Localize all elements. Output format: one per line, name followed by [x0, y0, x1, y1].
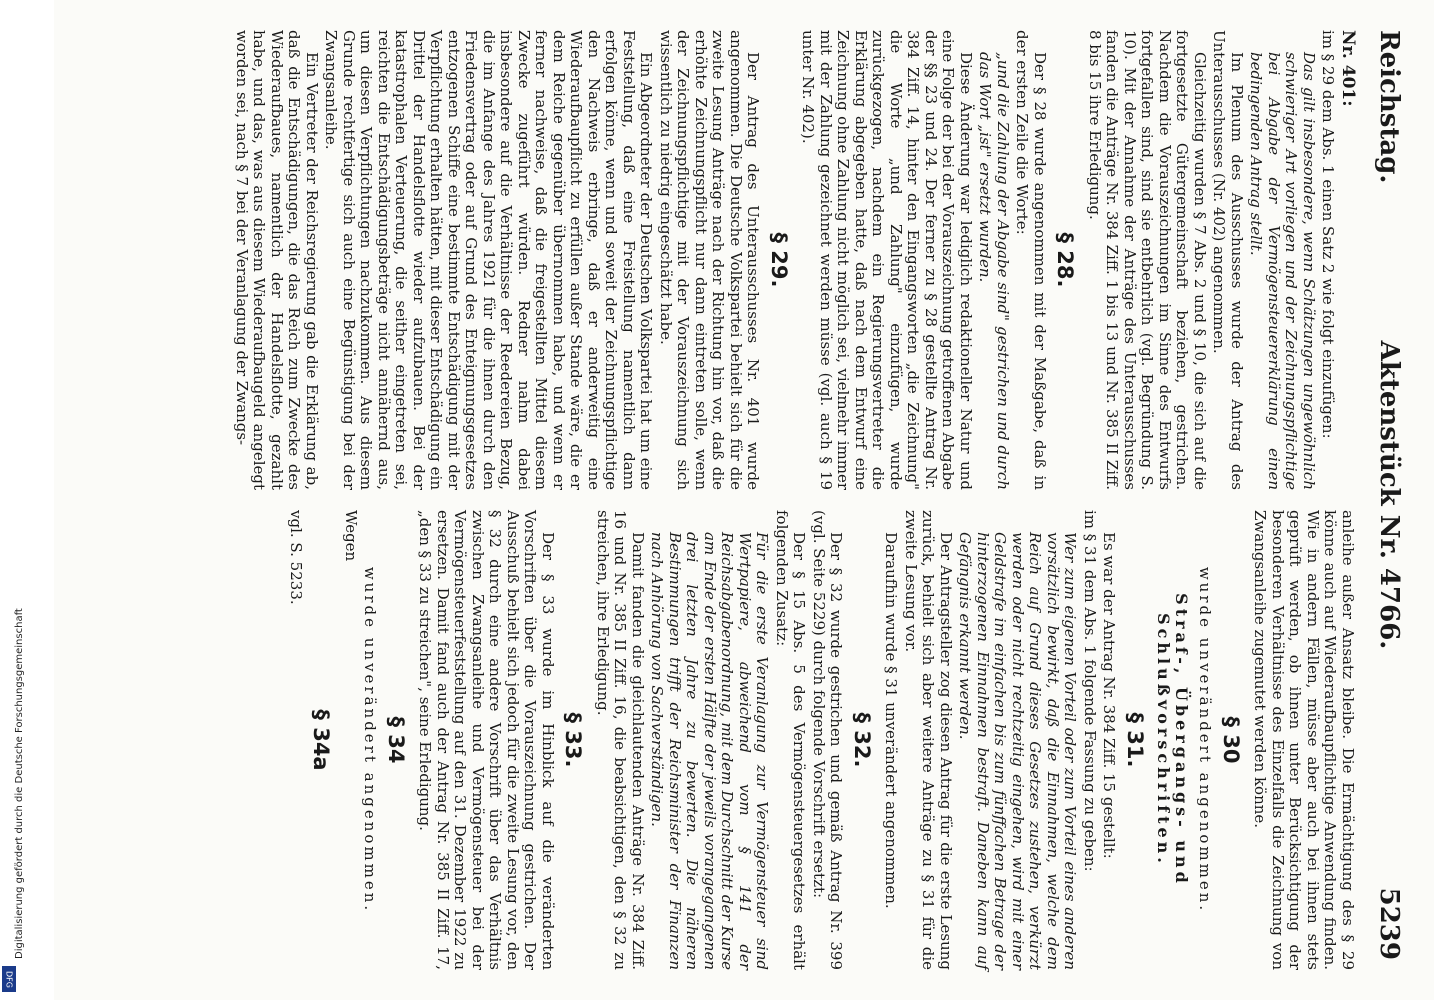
section-heading-29: § 29.: [767, 232, 791, 288]
motion-number: Nr. 401:: [1338, 30, 1358, 107]
paragraph: Gleichzeitig wurden § 7 Abs. 2 und § 10, die sich auf die fortgesetzte Gütergemeinschaft beziehen, gestrichen. Nachdem die Vorauszeichnungen im Sinne des Entwurfs fortgefallen sind, sind sie entbehrlich (vgl. Begründung S. 10). Mit der Annahme der Anträge des Unterausschusses fanden die Anträge Nr. 384 Ziff. 1 bis 13 und Nr. 385 II Ziff. 8 bis 15 ihre Erledigung.: [1086, 30, 1209, 490]
header-center: Aktenstück Nr. 4766.: [1374, 340, 1404, 650]
paragraph: im § 31 dem Abs. 1 folgende Fassung zu geben:: [1081, 510, 1099, 872]
paragraph: anleihe außer Ansatz bleibe. Die Ermächtigung des § 29 könne auch auf Wiederaufbaupflichtige Anwendung finden. Wie in andern Fällen, müsse aber auch bei ihnen stets geprüft werden, ob ihnen unter Berücksichtigung der besonderen Verhältnisse des Einzelfalls die Zeichnung von Zwangsanleihe zugemutet werden könne.: [1251, 510, 1357, 970]
paragraph: Es war der Antrag Nr. 384 Ziff. 15 gestellt:: [1100, 532, 1119, 859]
paragraph: Daraufhin wurde § 31 unverändert angenommen.: [882, 532, 901, 909]
paragraph: Wegen: [342, 510, 360, 562]
quote: Das gilt insbesondere, wenn Schätzungen ungewöhnlich schwieriger Art vorliegen und der Zeichnungspflichtige bei Abgabe der Vermögensteuererklärung einen bedingenden Antrag stellt.: [1247, 52, 1318, 490]
section-heading-33: § 33.: [561, 712, 586, 768]
paragraph: Damit fanden die gleichlautenden Anträge Nr. 384 Ziff. 16 und Nr. 385 II Ziff. 16, die beabsichtigen, den § 32 zu streichen, ihre Erledigung.: [594, 510, 647, 970]
digitization-note-text: Digitalisierung gefördert durch die Deutsche Forschungsgemeinschaft: [14, 608, 25, 959]
section-heading-31: § 31.: [1123, 712, 1147, 768]
subsection-heading: Straf-, Übergangs- und Schlußvorschriften.: [1154, 593, 1191, 887]
section-heading-30: § 30: [1219, 716, 1243, 764]
quote: „und die Zahlung der Abgabe sind" gestrichen und durch das Wort „ist" ersetzt wurden.: [976, 52, 1012, 490]
page-header: [1372, 30, 1412, 960]
paragraph: vgl. S. 5233.: [287, 510, 305, 605]
page-number: 5239: [1374, 887, 1404, 960]
paragraph: Der § 32 wurde gestrichen und gemäß Antrag Nr. 399 (vgl. Seite 5229) durch folgende Vorschrift ersetzt:: [810, 510, 846, 970]
paragraph: Im Plenum des Ausschusses wurde der Antrag des Unterausschusses (Nr. 402) angenommen.: [1210, 30, 1246, 490]
quote: Wer zum eigenen Vorteil oder zum Vorteil eines anderen vorsätzlich bewirkt, daß die Einnahmen, welche dem Reich auf Grund dieses Gesetzes zustehen, verkürzt werden oder nicht rechtzeitig eingehen, wird mit einer Geldstrafe im einfachen bis zum fünffachen Betrage der hinterzogenen Einnahmen bestraft. Daneben kann auf Gefängnis erkannt werden.: [956, 532, 1080, 970]
header-left: Reichstag.: [1374, 30, 1404, 184]
quote: Für die erste Veranlagung zur Vermögensteuer sind Wertpapiere, abweichend vom § 141 der Reichsabgabenordnung, mit dem Durchschnitt der Kurse am Ende der ersten Hälfte der jeweils vorangegangenen drei letzten Jahre zu bewerten. Die näheren Bestimmungen trifft der Reichsminister der Finanzen nach Anhörung von Sachverständigen.: [648, 532, 772, 970]
paragraph: Der § 33 wurde im Hinblick auf die veränderten Vorschriften über die Vorauszeichnung gestrichen. Der Ausschuß behielt sich jedoch für die zweite Lesung vor, den § 32 durch eine andere Vorschrift über das Verhältnis zwischen Zwangsanleihe und Vermögensteuer bei der Vermögensteuerfeststellung auf den 31. Dezember 1922 zu ersetzen. Damit fand auch der Antrag Nr. 385 II Ziff. 17, „den § 33 zu streichen", seine Erledigung.: [416, 510, 557, 970]
paragraph: Der Antrag des Unterausschusses Nr. 401 wurde angenommen. Die Deutsche Volkspartei behielt sich für die zweite Lesung Anträge nach der Richtung hin vor, daß die erhöhte Zeichnungspflicht nur dann eintreten solle, wenn der Zeichnungspflichtige mit der Vorauszeichnung sich wissentlich zu niedrig eingeschätzt habe.: [657, 30, 763, 490]
rotated-document-page: [54, 0, 1434, 1000]
section-heading-28: § 28.: [1053, 232, 1078, 288]
paragraph: Der Antragsteller zog diesen Antrag für die erste Lesung zurück, behielt sich aber weitere Anträge zu § 31 für die zweite Lesung vor.: [902, 510, 955, 970]
paragraph: Ein Abgeordneter der Deutschen Volkspartei hat um eine Feststellung, daß eine Freistellung namentlich dann erfolgen könne, wenn und soweit der Zeichnungspflichtige den Nachweis erbringe, daß er anderweitig eine Wiederaufbaupflicht zu erfüllen außer Stande wäre, die er dem Reiche gegenüber übernommen habe, und wenn er ferner nachweise, daß die freigestellten Mittel diesem Zwecke zugeführt würden. Redner nahm dabei insbesondere auf die Verhältnisse der Reedereien Bezug, die im Anfange des Jahres 1921 für die ihnen durch den Friedensvertrag oder auf Grund des Enteignungsgesetzes entzogenen Schiffe eine bestimmte Entschädigung mit der Verpflichtung erhalten hätten, mit dieser Entschädigung ein Drittel der Handelsflotte wieder aufzubauen. Bei der katastrophalen Verteuerung, die seither eingetreten sei, reichten die Entschädigungsbeträge nicht annähernd aus, um diesen Verpflichtungen nachzukommen. Aus diesem Grunde rechtfertige sich auch eine Begünstigung bei der Zwangsanleihe.: [322, 30, 656, 490]
section-heading-32: § 32.: [850, 712, 874, 768]
paragraph: im § 29 dem Abs. 1 einen Satz 2 wie folgt einzufügen:: [1319, 30, 1338, 439]
dfg-logo-icon: DFG: [2, 966, 16, 992]
paragraph: Der § 15 Abs. 5 des Vermögensteuergesetzes erhält folgenden Zusatz:: [773, 510, 809, 970]
paragraph: Ein Vertreter der Reichsregierung gab die Erklärung ab, daß die Entschädigungen, die das Reich zum Zwecke des Wiederaufbaues, namentlich der Handelsflotte, gezahlt habe, und das, was aus diesem Wiederaufbaugeld angelegt worden sei, nach § 7 bei der Veranlagung der Zwangs-: [233, 30, 321, 490]
paragraph: wurde unverändert angenommen.: [361, 566, 380, 914]
digitization-note: [0, 0, 25, 1000]
right-column: [285, 510, 1357, 970]
section-heading-34: § 34: [384, 716, 408, 764]
paragraph: Der § 28 wurde angenommen mit der Maßgabe, daß in der ersten Zeile die Worte:: [1013, 30, 1049, 490]
paragraph: wurde unverändert angenommen.: [1196, 566, 1215, 914]
paragraph: Diese Änderung war lediglich redaktioneller Natur und eine Folge der bei der Vorauszeichnung getroffenen Abgabe der §§ 23 und 24. Der ferner zu § 28 gestellte Antrag Nr. 384 Ziff. 14, hinter den Eingangsworten „die Zeichnung" die Worte „und Zahlung" einzufügen, wurde zurückgezogen, nachdem ein Regierungsvertreter die Erklärung abgegeben hatte, daß nach dem Entwurf eine Zeichnung ohne Zahlung nicht möglich sei, vielmehr immer mit der Zahlung gezeichnet werden müsse (vgl. auch § 19 unter Nr. 402).: [799, 30, 975, 490]
left-column: [231, 30, 1357, 490]
section-heading-34a: § 34a: [309, 709, 334, 771]
